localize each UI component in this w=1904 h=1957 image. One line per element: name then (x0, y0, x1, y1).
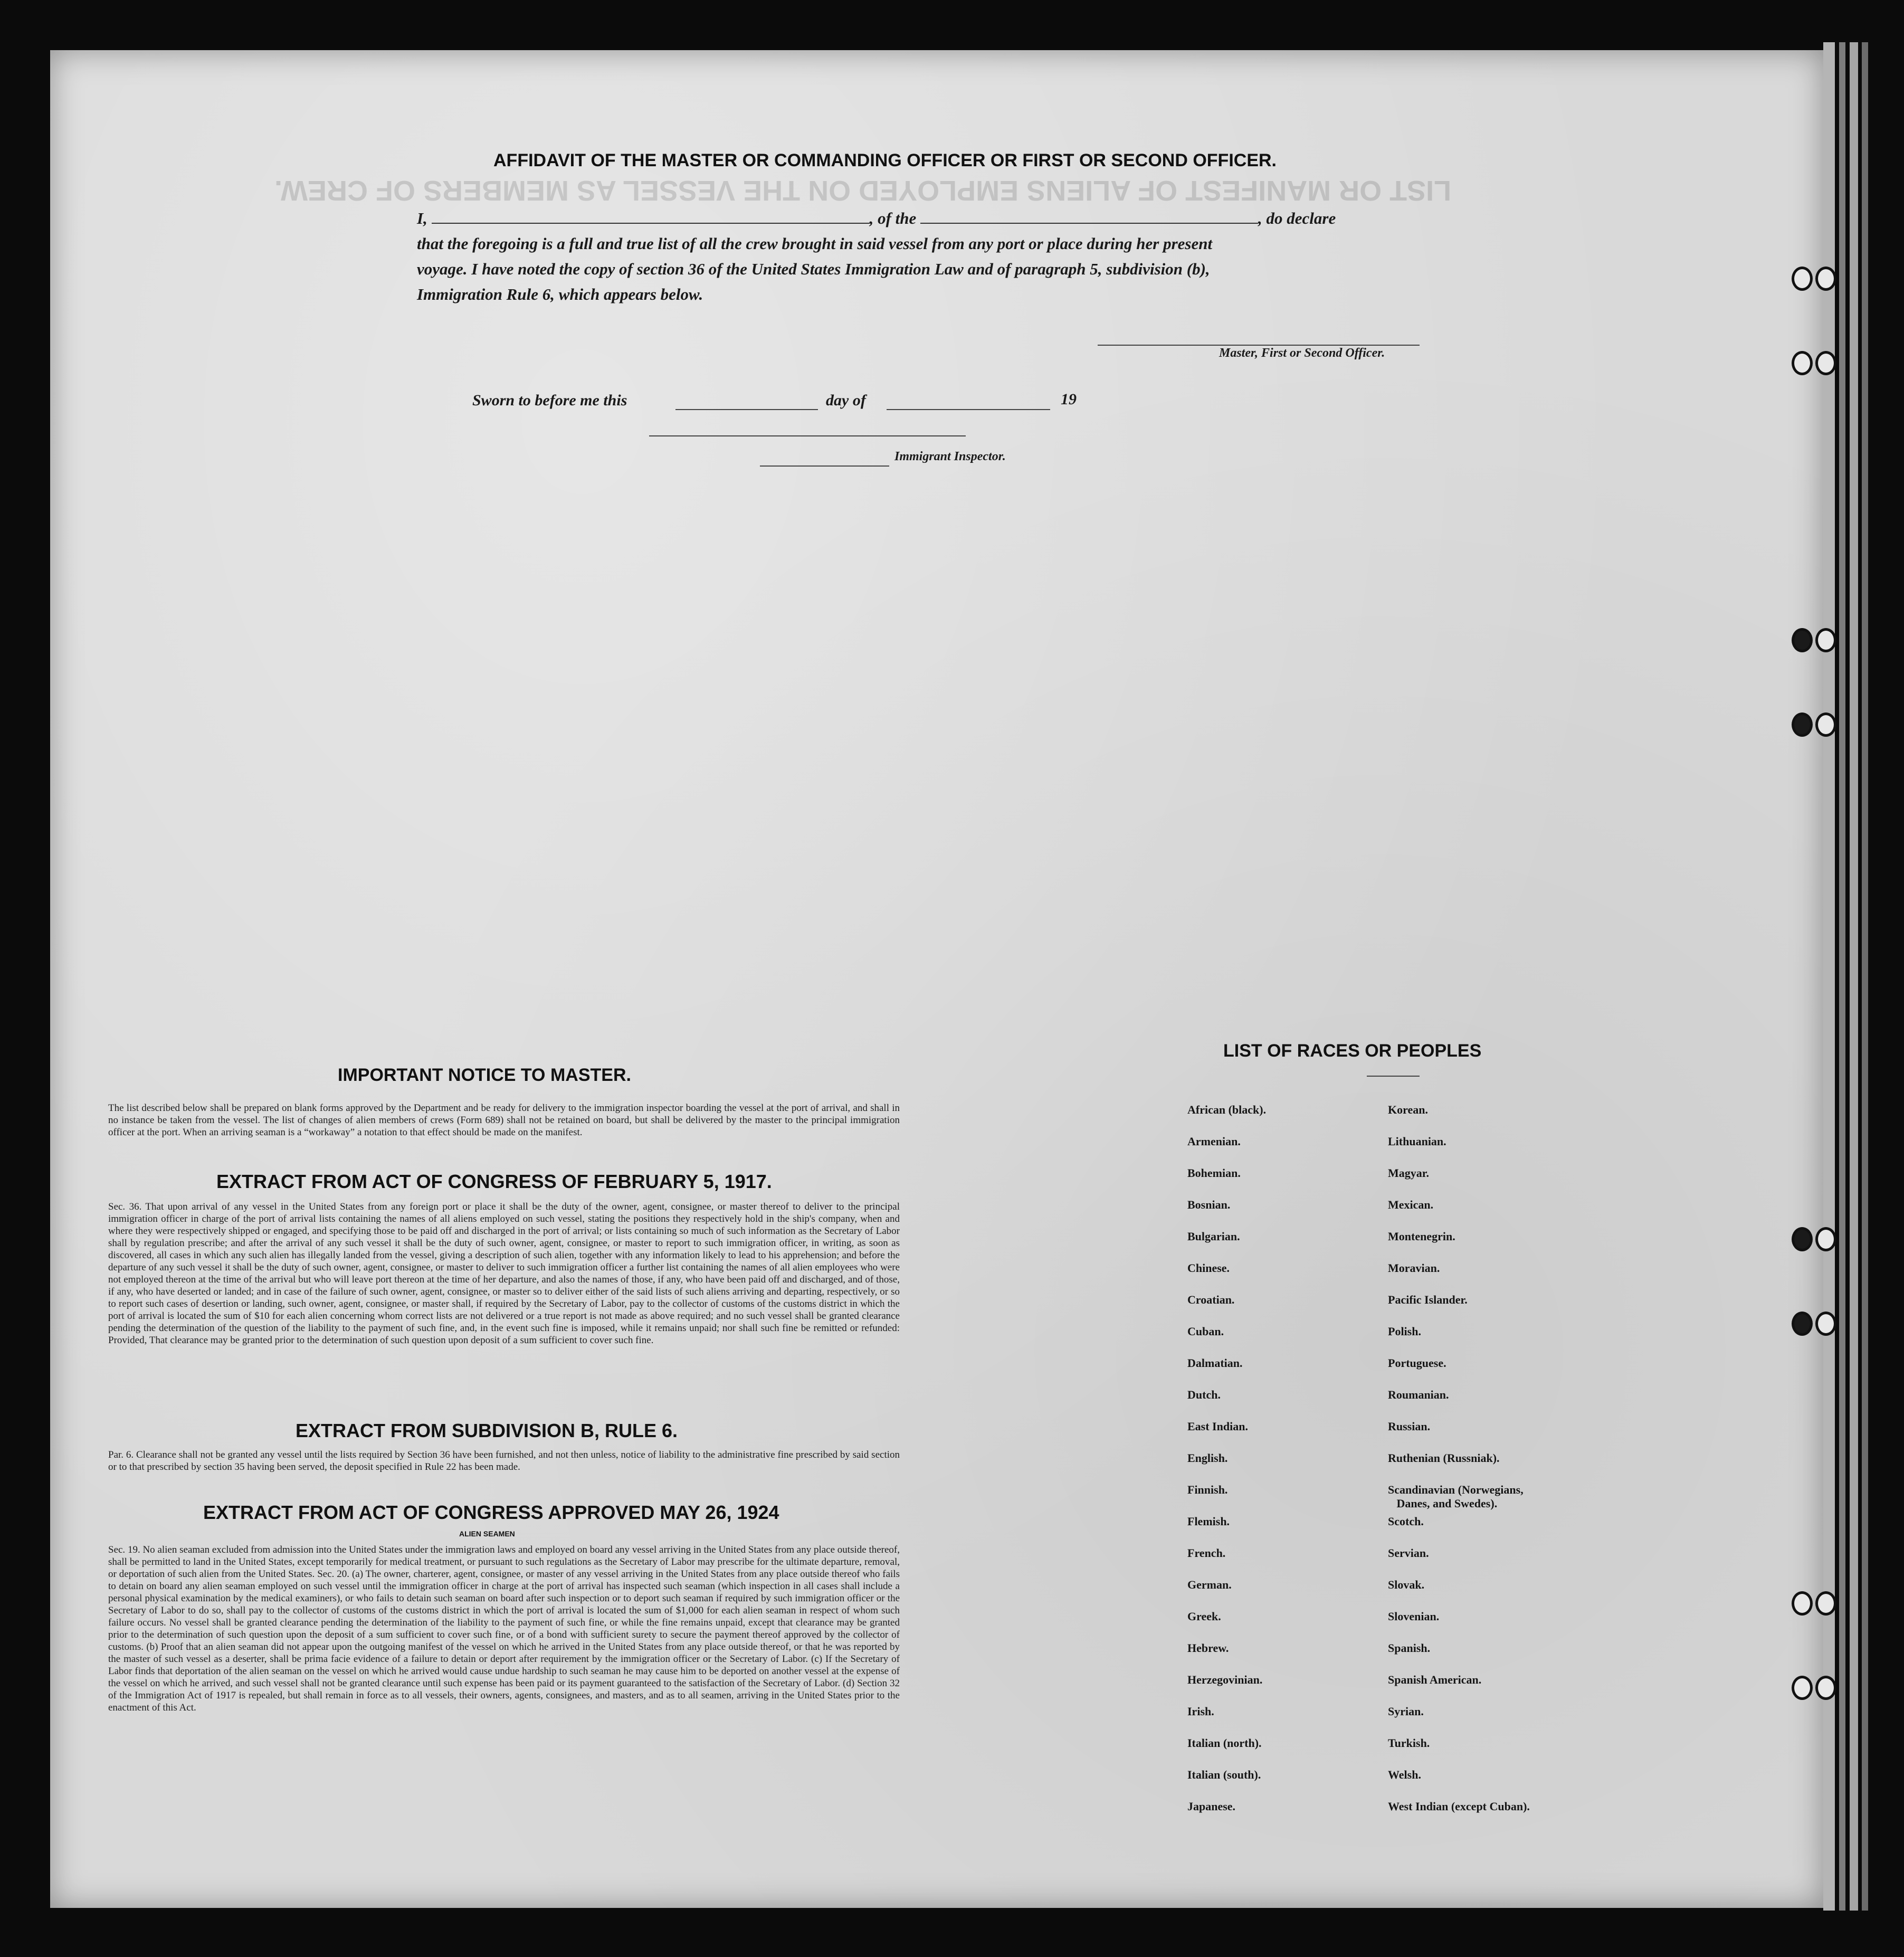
notice-text: The list described below shall be prepared on blank forms approved by the Department and be ready for delivery to the immigration inspector boarding the vessel at the port of arrival, and shall in no instance be taken from the vessel. The list of changes of alien members of crews (Form 689) shall not be retained on board, but shall be delivered by the master to the principal immigration officer at the port. When an arriving seaman is a “workaway” a notation to that effect should be made on the manifest. (108, 1103, 900, 1138)
race-item: Mexican. (1388, 1198, 1434, 1211)
race-item: Spanish American. (1388, 1673, 1482, 1686)
extract-rule6-text: Par. 6. Clearance shall not be granted any vessel until the lists required by Section 36 have been furnished, and not then unless, notice of liability to the administrative fine prescribed by said section or to that prescribed by section 35 having been served, the deposit specified in Rule 22 has been made. (108, 1449, 900, 1472)
race-item: Japanese. (1187, 1800, 1236, 1813)
race-item: Greek. (1187, 1610, 1221, 1623)
race-item: Welsh. (1388, 1768, 1421, 1781)
race-item: Croatian. (1187, 1293, 1235, 1306)
punch-hole (1815, 1591, 1836, 1616)
punch-hole (1815, 1227, 1836, 1251)
affidavit-title: AFFIDAVIT OF THE MASTER OR COMMANDING OFFICER OR FIRST OR SECOND OFFICER. (493, 150, 1277, 170)
race-item: Servian. (1388, 1546, 1429, 1560)
race-item: Flemish. (1187, 1515, 1230, 1528)
race-item: Bosnian. (1187, 1198, 1231, 1211)
punch-hole (1815, 351, 1836, 375)
race-item: Russian. (1388, 1420, 1431, 1433)
extract-1924-title: EXTRACT FROM ACT OF CONGRESS APPROVED MAY 26, 1924 (203, 1502, 779, 1523)
punch-hole (1792, 1312, 1813, 1336)
extract-rule6-title: EXTRACT FROM SUBDIVISION B, RULE 6. (296, 1420, 678, 1441)
race-item: Lithuanian. (1388, 1135, 1446, 1148)
binder-edge (1823, 42, 1835, 1911)
race-item: Moravian. (1388, 1261, 1440, 1275)
binder-edge (1839, 42, 1845, 1911)
race-item: Portuguese. (1388, 1356, 1446, 1370)
race-item: Korean. (1388, 1103, 1428, 1116)
vessel-blank-line (920, 223, 1258, 224)
year-label: 19 (1061, 391, 1077, 408)
affidavit-body (417, 206, 1451, 307)
race-item: Dutch. (1187, 1388, 1221, 1401)
races-title: LIST OF RACES OR PEOPLES (1223, 1041, 1482, 1061)
binder-edge (1850, 42, 1858, 1911)
race-item: Bulgarian. (1187, 1230, 1240, 1243)
races-title-rule (1367, 1076, 1420, 1077)
race-item: Armenian. (1187, 1135, 1241, 1148)
race-item: Slovak. (1388, 1578, 1425, 1591)
punch-hole (1792, 628, 1813, 652)
punch-hole (1792, 351, 1813, 375)
race-item: East Indian. (1187, 1420, 1248, 1433)
inspector-signature-line-2 (760, 466, 889, 467)
race-item: Herzegovinian. (1187, 1673, 1263, 1686)
affidavit-i: I, (417, 209, 427, 227)
race-item: French. (1187, 1546, 1226, 1560)
race-item: Irish. (1187, 1705, 1214, 1718)
punch-hole (1815, 267, 1836, 291)
punch-hole (1815, 1312, 1836, 1336)
race-item: Italian (north). (1187, 1736, 1262, 1750)
signature-line (1098, 345, 1420, 346)
notice-title: IMPORTANT NOTICE TO MASTER. (338, 1065, 631, 1085)
punch-hole (1792, 1676, 1813, 1700)
race-item: Dalmatian. (1187, 1356, 1243, 1370)
punch-hole (1792, 1591, 1813, 1616)
race-item: Bohemian. (1187, 1166, 1241, 1180)
race-item: Ruthenian (Russniak). (1388, 1451, 1500, 1465)
affidavit-text-3: Immigration Rule 6, which appears below. (417, 285, 703, 303)
race-item: Finnish. (1187, 1483, 1228, 1496)
extract-1924-subtitle: ALIEN SEAMEN (459, 1530, 515, 1538)
race-item: German. (1187, 1578, 1232, 1591)
day-blank-line (675, 409, 818, 410)
affidavit-text-2: voyage. I have noted the copy of section 36 of the United States Immigration Law and of paragraph 5, subdivision (b), (417, 260, 1210, 278)
punch-hole (1792, 267, 1813, 291)
binder-edge (1862, 42, 1868, 1911)
race-item: English. (1187, 1451, 1228, 1465)
bleed-through-header: LIST OR MANIFEST OF ALIENS EMPLOYED ON THE VESSEL AS MEMBERS OF CREW. (274, 175, 1452, 206)
inspector-label: Immigrant Inspector. (894, 450, 1006, 463)
race-item: Slovenian. (1388, 1610, 1440, 1623)
punch-hole (1792, 1227, 1813, 1251)
punch-hole (1792, 712, 1813, 737)
race-item: Polish. (1388, 1325, 1421, 1338)
race-item: Montenegrin. (1388, 1230, 1455, 1243)
races-column-2 (1388, 1103, 1530, 1831)
race-item: Roumanian. (1388, 1388, 1449, 1401)
race-item: Scotch. (1388, 1515, 1424, 1528)
race-item: Cuban. (1187, 1325, 1224, 1338)
extract-1917-text: Sec. 36. That upon arrival of any vessel in the United States from any foreign port or place it shall be the duty of the owner, agent, consignee, or master thereof to deliver to the principal immigration officer in charge of the port of arrival lists containing the names of all aliens employed on such vessel, stating the positions they respectively hold in the ship's company, when and where they were respectively shipped or engaged, and specifying those to be paid off and discharged in the port of arrival; or lists containing so much of such information as the Secretary of Labor shall by regulation prescribe; and after the arrival of any such vessel it shall be the duty of such owner, agent, consignee, or master to report to such immigration officer, in writing, as soon as discovered, all cases in which any such alien has illegally landed from the vessel, giving a description of such alien, together with any information likely to lead to his apprehension; and before the departure of any such vessel it shall be the duty of such owner, agent, consignee, or master to deliver to such immigration officer a further list containing the names of all alien employees who were not employed thereon at the time of the arrival but who will leave port thereon at the time of her departure, and also the names of those, if any, who have been paid off and discharged, and of those, if any, who have deserted or landed; and in case of the failure of such owner, agent, consignee, or master so to deliver either of the said lists of such aliens arriving and departing, respectively, or so to report such cases of desertion or landing, such owner, agent, consignee, or master shall, if required by the Secretary of Labor, pay to the collector of customs of the customs district in which the port of arrival is located the sum of $10 for each alien concerning whom correct lists are not delivered or a true report is not made as above required; and no such vessel shall be granted clearance pending the determination of the question of the liability to the payment of such fine, and, in the event such fine is imposed, while it remains unpaid; nor shall such fine be remitted or refunded: Provided, That clearance may be granted prior to the determination of such question upon deposit of a sum sufficient to cover such fine. (108, 1201, 900, 1346)
races-column-1 (1187, 1103, 1266, 1831)
race-item: Italian (south). (1187, 1768, 1261, 1781)
punch-hole (1815, 628, 1836, 652)
affidavit-do-declare: , do declare (1258, 209, 1336, 227)
race-item: Spanish. (1388, 1641, 1431, 1655)
inspector-signature-line-1 (649, 435, 966, 436)
name-blank-line (432, 223, 870, 224)
sworn-label: Sworn to before me this (472, 392, 627, 409)
master-signature-label: Master, First or Second Officer. (1219, 346, 1385, 360)
extract-1924-text: Sec. 19. No alien seaman excluded from admission into the United States under the immigration laws and employed on board any vessel arriving in the United States from any place outside thereof, shall be permitted to land in the United States, except temporarily for medical treatment, or pursuant to such regulations as the Secretary of Labor may prescribe for the ultimate departure, removal, or deportation of such alien from the United States. Sec. 20. (a) The owner, charterer, agent, consignee, or master of any vessel arriving in the United States from any place outside thereof who fails to detain on board any alien seaman employed on such vessel until the immigration officer in charge at the port of arrival has inspected such seaman (which inspection in all cases shall include a personal physical examination by the medical examiners), or who fails to detain such seaman on board after such inspection or to deport such seaman if required by such immigration officer or the Secretary of Labor to do so, shall pay to the collector of customs of the customs district in which the port of arrival is located the sum of $1,000 for each alien seaman in respect of whom such failure occurs. No vessel shall be granted clearance pending the determination of the liability to the payment of such fine, or while the fine remains unpaid, except that clearance may be granted prior to the determination of such question upon the deposit of a sum sufficient to cover such fine, or of a bond with sufficient surety to secure the payment thereof approved by the collector of customs. (b) Proof that an alien seaman did not appear upon the outgoing manifest of the vessel on which he arrived in the United States from any place outside thereof, or that he was reported by the master of such vessel as a deserter, shall be prima facie evidence of a failure to detain or deport after requirement by the immigration officer or the Secretary of Labor. (c) If the Secretary of Labor finds that deportation of the alien seaman on the vessel on which he arrived would cause undue hardship to such seaman he may cause him to be deported on another vessel at the expense of the vessel on which he arrived, and such vessel shall not be granted clearance until such expense has been paid or its payment guaranteed to the satisfaction of the Secretary of Labor. (d) Section 32 of the Immigration Act of 1917 is repealed, but shall remain in force as to all vessels, their owners, agents, consignees, and masters, and as to all seamen, arriving in the United States prior to the enactment of this Act. (108, 1544, 900, 1713)
affidavit-text-1: that the foregoing is a full and true list of all the crew brought in said vessel from any port or place during her present (417, 234, 1213, 253)
punch-hole (1815, 712, 1836, 737)
race-item: Scandinavian (Norwegians, Danes, and Swedes). (1388, 1483, 1524, 1510)
race-item: Pacific Islander. (1388, 1293, 1468, 1306)
race-item: African (black). (1187, 1103, 1267, 1116)
race-item: Hebrew. (1187, 1641, 1229, 1655)
affidavit-of-the: , of the (869, 209, 917, 227)
month-blank-line (887, 409, 1050, 410)
race-item: Syrian. (1388, 1705, 1424, 1718)
day-of-label: day of (826, 392, 866, 409)
race-item: Magyar. (1388, 1166, 1430, 1180)
race-item: Chinese. (1187, 1261, 1230, 1275)
race-item: Turkish. (1388, 1736, 1430, 1750)
extract-1917-title: EXTRACT FROM ACT OF CONGRESS OF FEBRUARY 5, 1917. (216, 1171, 772, 1192)
race-item: West Indian (except Cuban). (1388, 1800, 1530, 1813)
punch-hole (1815, 1676, 1836, 1700)
